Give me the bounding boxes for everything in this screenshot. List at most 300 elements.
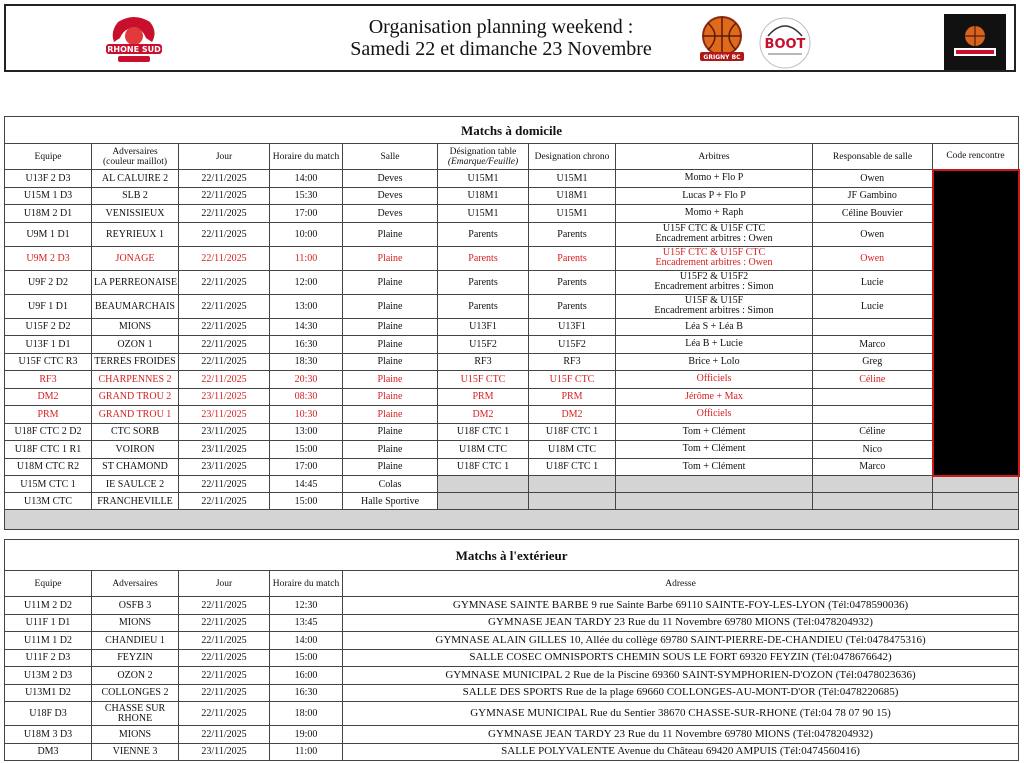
equipe-cell: U11M 2 D2 [5,597,92,615]
arbitres-cell [616,371,813,389]
away-matches-table [4,539,1019,761]
horaire-cell: 15:30 [270,187,343,205]
svg-text:BOOT: BOOT [764,37,806,52]
adversaire-cell: BEAUMARCHAIS [92,294,179,318]
adversaire-cell: OZON 1 [92,336,179,354]
adresse-text: 23 Rue du 11 Novembre 69780 MIONS (Tél:0478204932) [613,727,873,740]
arbitres-cell [616,205,813,223]
adversaire-cell: REYRIEUX 1 [92,222,179,246]
equipe-cell: U18F CTC 2 D2 [5,423,92,441]
arbitres-encadrement: Encadrement arbitres : Simon [654,281,774,292]
jour-cell: 22/11/2025 [179,632,270,650]
equipe-cell: U9M 1 D1 [5,222,92,246]
jour-cell: 22/11/2025 [179,294,270,318]
horaire-cell: 13:00 [270,423,343,441]
equipe-cell: U9M 2 D3 [5,246,92,270]
jour-cell: 23/11/2025 [179,441,270,459]
home-section-title: Matchs à domicile [5,117,1019,144]
jour-cell: 22/11/2025 [179,371,270,389]
equipe-cell: U18F D3 [5,702,92,726]
equipe-cell: U9F 1 D1 [5,294,92,318]
away-match-row [5,743,1019,761]
designation-chrono-cell: Parents [529,246,616,270]
salle-cell: Plaine [343,353,438,371]
horaire-cell: 17:00 [270,458,343,476]
responsable-cell: Owen [813,246,933,270]
equipe-cell: U11F 1 D1 [5,614,92,632]
salle-cell: Plaine [343,423,438,441]
away-col-adversaires: Adversaires [92,571,179,597]
home-match-row [5,458,1019,476]
designation-table-cell: U18M1 [438,187,529,205]
designation-chrono-cell: U15M1 [529,170,616,188]
responsable-cell: Lucie [813,270,933,294]
designation-table-cell: U15M1 [438,205,529,223]
adversaire-cell: CHARPENNES 2 [92,371,179,389]
salle-cell: Plaine [343,222,438,246]
jour-cell: 22/11/2025 [179,336,270,354]
home-match-row [5,353,1019,371]
arbitres-encadrement: Encadrement arbitres : Owen [655,233,773,244]
col-salle: Salle [343,144,438,170]
adresse-cell [343,649,1019,667]
adversaire-cell: OZON 2 [92,667,179,685]
horaire-cell: 16:00 [270,667,343,685]
page-header [4,4,1016,72]
arbitres-cell [616,441,813,459]
horaire-cell: 12:00 [270,270,343,294]
responsable-cell: Céline [813,423,933,441]
adversaire-cell: MIONS [92,726,179,744]
jour-cell: 22/11/2025 [179,493,270,510]
equipe-cell: U15F 2 D2 [5,318,92,336]
away-match-row [5,597,1019,615]
horaire-cell: 16:30 [270,684,343,702]
equipe-cell: U11F 2 D3 [5,649,92,667]
jour-cell: 22/11/2025 [179,318,270,336]
horaire-cell: 15:00 [270,649,343,667]
adversaire-cell: AL CALUIRE 2 [92,170,179,188]
adversaire-cell: VIENNE 3 [92,743,179,761]
adresse-cell [343,684,1019,702]
jour-cell: 23/11/2025 [179,458,270,476]
arbitres-text: Officiels [696,408,732,420]
salle-cell: Plaine [343,458,438,476]
equipe-cell: U15M CTC 1 [5,476,92,493]
equipe-cell: U18F CTC 1 R1 [5,441,92,459]
adversaire-cell: TERRES FROIDES [92,353,179,371]
lieu-text: SALLE POLYVALENTE [501,745,616,758]
equipe-cell: U13M1 D2 [5,684,92,702]
arbitres-cell [616,406,813,424]
adversaire-cell: VENISSIEUX [92,205,179,223]
lieu-text: GYMNASE MUNICIPAL [470,707,588,719]
adresse-cell [343,702,1019,726]
arbitres-cell [616,294,813,318]
arbitres-cell [616,388,813,406]
designation-table-cell: Parents [438,246,529,270]
arbitres-text: Tom + Clément [682,425,746,437]
salle-cell: Plaine [343,318,438,336]
home-match-row [5,205,1019,223]
empty-cell [529,476,616,493]
designation-chrono-cell: DM2 [529,406,616,424]
jour-cell: 22/11/2025 [179,614,270,632]
jour-cell: 22/11/2025 [179,597,270,615]
arbitres-cell [616,270,813,294]
responsable-cell: Owen [813,222,933,246]
svg-text:RHONE SUD: RHONE SUD [107,45,161,54]
jour-cell: 22/11/2025 [179,684,270,702]
arbitres-text: Brice + Lolo [688,355,740,367]
designation-table-cell: U15F2 [438,336,529,354]
arbitres-cell [616,353,813,371]
arbitres-cell [616,458,813,476]
away-match-row [5,684,1019,702]
arbitres-text: Officiels [696,373,732,385]
designation-chrono-cell: U15F2 [529,336,616,354]
lieu-text: SALLE DES SPORTS [462,686,563,699]
page-title [336,16,666,60]
arbitres-text: Léa B + Lucie [685,338,743,350]
home-match-row [5,388,1019,406]
adresse-text: Rue de la plage 69660 COLLONGES-AU-MONT-D'OR (Tél:0478220685) [565,686,899,699]
salle-cell: Deves [343,170,438,188]
arbitres-text: Momo + Raph [684,207,744,219]
adresse-text: CHEMIN SOUS LE FORT 69320 FEYZIN (Tél:0478676642) [616,651,892,664]
jour-cell: 23/11/2025 [179,406,270,424]
adresse-cell [343,614,1019,632]
arbitres-cell [616,187,813,205]
designation-table-cell: Parents [438,270,529,294]
jour-cell: 22/11/2025 [179,270,270,294]
responsable-cell: Owen [813,170,933,188]
jour-cell: 23/11/2025 [179,388,270,406]
adversaire-cell: MIONS [92,318,179,336]
empty-cell [933,493,1019,510]
col-designation-chrono: Designation chrono [529,144,616,170]
away-col-horaire: Horaire du match [270,571,343,597]
jour-cell: 22/11/2025 [179,649,270,667]
equipe-cell: U18M CTC R2 [5,458,92,476]
arbitres-cell [616,423,813,441]
designation-table-cell: Parents [438,222,529,246]
adresse-cell [343,726,1019,744]
home-match-row [5,294,1019,318]
adresse-cell [343,667,1019,685]
adversaire-cell: GRAND TROU 2 [92,388,179,406]
designation-table-cell: U13F1 [438,318,529,336]
home-match-row [5,371,1019,389]
col-horaire: Horaire du match [270,144,343,170]
home-match-row [5,441,1019,459]
responsable-cell [813,406,933,424]
adresse-cell [343,632,1019,650]
adversaire-cell: JONAGE [92,246,179,270]
horaire-cell: 11:00 [270,743,343,761]
code-rencontre-redacted [933,170,1019,476]
horaire-cell: 13:45 [270,614,343,632]
home-match-row [5,336,1019,354]
away-col-jour: Jour [179,571,270,597]
responsable-cell: JF Gambino [813,187,933,205]
horaire-cell: 08:30 [270,388,343,406]
grigny-bc-logo [696,14,748,68]
equipe-cell: U13F 1 D1 [5,336,92,354]
designation-table-cell: U15M1 [438,170,529,188]
lieu-text: GYMNASE SAINTE BARBE [452,598,589,611]
adresse-text: 10, Allée du collège 69780 SAINT-PIERRE-DE-CHANDIEU (Tél:0478475316) [569,633,926,646]
spacer-row [5,510,1019,530]
adresse-text: 9 rue Sainte Barbe 69110 SAINTE-FOY-LES-LYON (Tél:0478590036) [591,598,909,611]
home-match-row [5,222,1019,246]
salle-cell: Halle Sportive [343,493,438,510]
horaire-cell: 13:00 [270,294,343,318]
home-matches-table [4,116,1020,530]
adversaire-cell: ST CHAMOND [92,458,179,476]
responsable-cell: Céline Bouvier [813,205,933,223]
col-equipe: Equipe [5,144,92,170]
horaire-cell: 14:00 [270,170,343,188]
responsable-cell [813,388,933,406]
salle-cell: Deves [343,205,438,223]
away-match-row [5,614,1019,632]
arbitres-text: Léa S + Léa B [685,320,743,332]
away-col-equipe: Equipe [5,571,92,597]
salle-cell: Colas [343,476,438,493]
salle-cell: Plaine [343,246,438,270]
adversaire-cell: CHANDIEU 1 [92,632,179,650]
adversaire-cell: MIONS [92,614,179,632]
adversaire-cell: OSFB 3 [92,597,179,615]
designation-chrono-cell: U13F1 [529,318,616,336]
equipe-cell: DM3 [5,743,92,761]
empty-cell [529,493,616,510]
lieu-text: GYMNASE JEAN TARDY [488,727,612,740]
equipe-cell: RF3 [5,371,92,389]
adversaire-cell: GRAND TROU 1 [92,406,179,424]
equipe-cell: U9F 2 D2 [5,270,92,294]
equipe-cell: U18M 2 D1 [5,205,92,223]
empty-cell [438,476,529,493]
designation-chrono-cell: RF3 [529,353,616,371]
equipe-cell: U18M 3 D3 [5,726,92,744]
col-code: Code rencontre [933,144,1019,170]
equipe-cell: U13F 2 D3 [5,170,92,188]
adresse-cell [343,743,1019,761]
adresse-text: 23 Rue du 11 Novembre 69780 MIONS (Tél:0478204932) [613,616,873,629]
equipe-cell: PRM [5,406,92,424]
empty-cell [933,476,1019,493]
home-extra-row [5,476,1019,493]
designation-table-cell: U18F CTC 1 [438,458,529,476]
designation-table-cell: RF3 [438,353,529,371]
responsable-cell: Marco [813,458,933,476]
responsable-cell: Marco [813,336,933,354]
adversaire-cell: SLB 2 [92,187,179,205]
jour-cell: 22/11/2025 [179,667,270,685]
designation-table-cell: PRM [438,388,529,406]
col-jour: Jour [179,144,270,170]
away-match-row [5,702,1019,726]
away-match-row [5,649,1019,667]
responsable-cell: Lucie [813,294,933,318]
home-match-row [5,318,1019,336]
home-header-row [5,144,1019,170]
designation-chrono-cell: Parents [529,222,616,246]
arbitres-text: Tom + Clément [682,443,746,455]
col-arbitres: Arbitres [616,144,813,170]
adresse-cell [343,597,1019,615]
salle-cell: Plaine [343,406,438,424]
designation-chrono-cell: U18F CTC 1 [529,458,616,476]
col-designation-table: Désignation table (Emarque/Feuille) [438,144,529,170]
col-responsable: Responsable de salle [813,144,933,170]
jour-cell: 23/11/2025 [179,423,270,441]
arbitres-cell [616,318,813,336]
jour-cell: 22/11/2025 [179,702,270,726]
jour-cell: 22/11/2025 [179,476,270,493]
empty-cell [616,493,813,510]
home-match-row [5,170,1019,188]
empty-cell [813,476,933,493]
home-match-row [5,423,1019,441]
designation-table-cell: U15F CTC [438,371,529,389]
lieu-text: GYMNASE JEAN TARDY [488,616,612,629]
away-section-title: Matchs à l'extérieur [5,540,1019,571]
horaire-cell: 18:00 [270,702,343,726]
horaire-cell: 19:00 [270,726,343,744]
home-match-row [5,270,1019,294]
designation-chrono-cell: U15F CTC [529,371,616,389]
col-adversaires: Adversaires (couleur maillot) [92,144,179,170]
home-match-row [5,187,1019,205]
home-match-row [5,246,1019,270]
arbitres-text: Lucas P + Flo P [682,189,746,201]
horaire-cell: 11:00 [270,246,343,270]
away-match-row [5,667,1019,685]
arbitres-text: Momo + Flo P [684,172,744,184]
adversaire-cell: VOIRON [92,441,179,459]
salle-cell: Plaine [343,441,438,459]
horaire-cell: 10:30 [270,406,343,424]
horaire-cell: 15:00 [270,441,343,459]
boot-logo [758,16,812,70]
designation-table-cell: DM2 [438,406,529,424]
equipe-cell: U15M 1 D3 [5,187,92,205]
salle-cell: Plaine [343,336,438,354]
arbitres-cell [616,336,813,354]
arbitres-encadrement: Encadrement arbitres : Simon [654,305,774,316]
designation-table-cell: Parents [438,294,529,318]
adversaire-cell: FRANCHEVILLE [92,493,179,510]
responsable-cell [813,318,933,336]
salle-cell: Plaine [343,294,438,318]
home-extra-row [5,493,1019,510]
jour-cell: 22/11/2025 [179,170,270,188]
adversaire-cell: CTC SORB [92,423,179,441]
salle-cell: Plaine [343,270,438,294]
away-col-adresse: Adresse [343,571,1019,597]
equipe-cell: U11M 1 D2 [5,632,92,650]
horaire-cell: 10:00 [270,222,343,246]
horaire-cell: 14:45 [270,476,343,493]
lieu-text: GYMNASE MUNICIPAL [445,668,563,681]
svg-text:GRIGNY BC: GRIGNY BC [703,54,741,61]
away-header-row [5,571,1019,597]
adversaire-cell: COLLONGES 2 [92,684,179,702]
horaire-cell: 14:30 [270,318,343,336]
jour-cell: 22/11/2025 [179,246,270,270]
jour-cell: 22/11/2025 [179,353,270,371]
arbitres-encadrement: Encadrement arbitres : Owen [655,257,773,268]
lieu-text: GYMNASE ALAIN GILLES [435,633,567,646]
designation-chrono-cell: U18M CTC [529,441,616,459]
equipe-cell: DM2 [5,388,92,406]
title-line-2: Samedi 22 et dimanche 23 Novembre [350,38,652,60]
jour-cell: 23/11/2025 [179,743,270,761]
jour-cell: 22/11/2025 [179,187,270,205]
arbitres-cell [616,246,813,270]
salle-cell: Plaine [343,388,438,406]
adresse-text: 2 Rue de la Piscine 69360 SAINT-SYMPHORIEN-D'OZON (Tél:0478023636) [564,668,916,681]
horaire-cell: 17:00 [270,205,343,223]
arbitres-text: Tom + Clément [682,460,746,472]
arbitres-cell [616,170,813,188]
arbitres-cell [616,222,813,246]
empty-cell [438,493,529,510]
jour-cell: 22/11/2025 [179,205,270,223]
adversaire-cell: IE SAULCE 2 [92,476,179,493]
lieu-text: SALLE COSEC OMNISPORTS [469,651,614,664]
horaire-cell: 20:30 [270,371,343,389]
responsable-cell: Nico [813,441,933,459]
horaire-cell: 12:30 [270,597,343,615]
equipe-cell: U13M CTC [5,493,92,510]
equipe-cell: U15F CTC R3 [5,353,92,371]
horaire-cell: 15:00 [270,493,343,510]
horaire-cell: 16:30 [270,336,343,354]
horaire-cell: 14:00 [270,632,343,650]
jour-cell: 22/11/2025 [179,726,270,744]
home-match-row [5,406,1019,424]
jour-cell: 22/11/2025 [179,222,270,246]
coach-logo [944,14,1006,70]
designation-chrono-cell: Parents [529,270,616,294]
designation-chrono-cell: Parents [529,294,616,318]
away-match-row [5,632,1019,650]
responsable-cell: Greg [813,353,933,371]
title-line-1: Organisation planning weekend : [368,16,634,38]
rhone-sud-logo [98,14,170,68]
designation-chrono-cell: PRM [529,388,616,406]
designation-table-cell: U18F CTC 1 [438,423,529,441]
designation-chrono-cell: U18F CTC 1 [529,423,616,441]
adresse-text: Rue du Sentier 38670 CHASSE-SUR-RHONE (Tél:04 78 07 90 15) [589,707,891,719]
adversaire-cell: CHASSE SUR RHONE [92,702,179,726]
designation-chrono-cell: U18M1 [529,187,616,205]
responsable-cell: Céline [813,371,933,389]
arbitres-text: Jérôme + Max [685,390,743,402]
adversaire-cell: LA PERREONAISE [92,270,179,294]
designation-chrono-cell: U15M1 [529,205,616,223]
arbitres-text: U15F CTC & U15F CTC [662,223,766,234]
equipe-cell: U13M 2 D3 [5,667,92,685]
salle-cell: Deves [343,187,438,205]
adversaire-cell: FEYZIN [92,649,179,667]
empty-cell [616,476,813,493]
arbitres-text: U15F CTC & U15F CTC [662,247,766,258]
